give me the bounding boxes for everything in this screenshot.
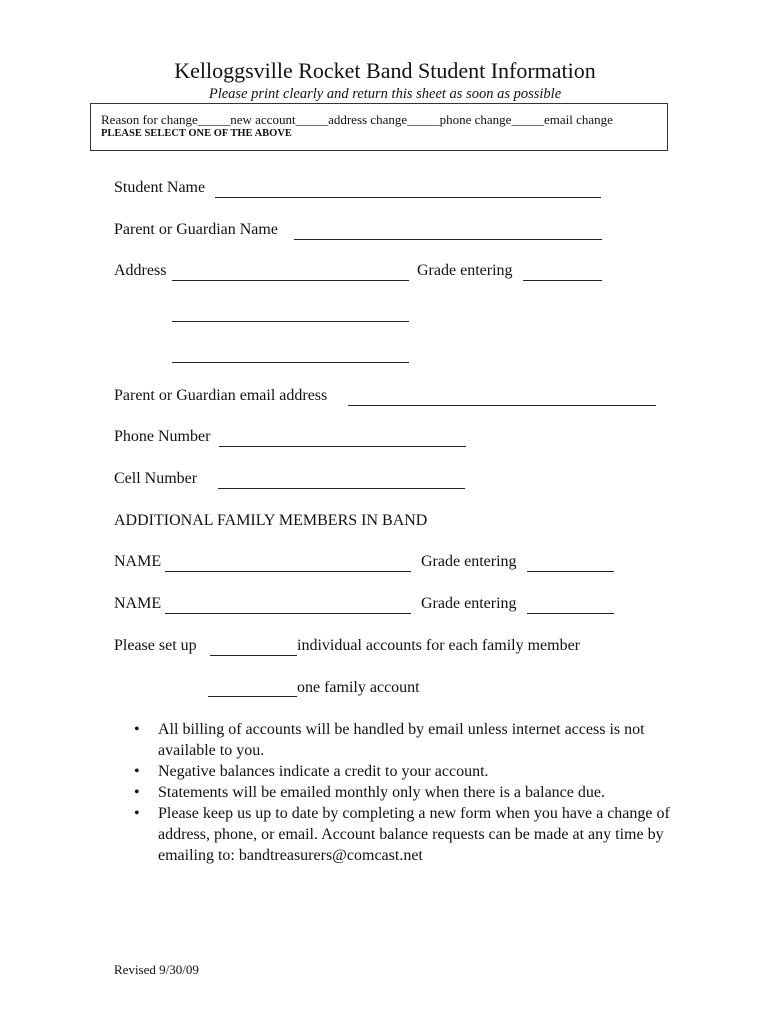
billing-note-text: Negative balances indicate a credit to your account. [158, 763, 489, 780]
bullet-icon: • [134, 763, 140, 780]
parent-email-line[interactable] [348, 405, 656, 406]
parent-name-line[interactable] [294, 239, 602, 240]
reason-for-change-options[interactable]: Reason for change_____new account_____address change_____phone change_____email change [101, 112, 613, 127]
page-title: Kelloggsville Rocket Band Student Information [174, 58, 596, 83]
list-item [130, 782, 670, 803]
family-account-line[interactable] [208, 696, 297, 697]
billing-note-text: Please keep us up to date by completing a new form when you have a change of address, phone, or email. Account balance requests can be made at any time by emailing to: bandtreasurers@comcast.net [158, 805, 670, 864]
family-name-line-1[interactable] [165, 571, 411, 572]
cell-number-label: Cell Number [114, 470, 198, 487]
revised-date: Revised 9/30/09 [114, 962, 199, 977]
family-grade-line-2[interactable] [527, 613, 614, 614]
list-item [130, 803, 670, 866]
address-label: Address [114, 262, 167, 279]
parent-name-label: Parent or Guardian Name [114, 221, 278, 238]
individual-accounts-line[interactable] [210, 655, 297, 656]
student-name-line[interactable] [215, 197, 601, 198]
family-name-label-2: NAME [114, 595, 162, 612]
billing-notes-list [130, 719, 670, 866]
parent-email-label: Parent or Guardian email address [114, 387, 328, 404]
bullet-icon: • [134, 805, 140, 822]
billing-note-text: Statements will be emailed monthly only when there is a balance due. [158, 784, 605, 801]
reason-for-change-box [90, 103, 668, 151]
cell-number-line[interactable] [218, 488, 465, 489]
family-name-line-2[interactable] [165, 613, 411, 614]
page-subtitle: Please print clearly and return this sheet as soon as possible [208, 86, 562, 102]
billing-note-text: All billing of accounts will be handled by email unless internet access is not available to you. [158, 721, 645, 759]
bullet-icon: • [134, 784, 140, 801]
grade-entering-label: Grade entering [417, 262, 513, 279]
family-members-heading: ADDITIONAL FAMILY MEMBERS IN BAND [114, 512, 428, 529]
student-name-label: Student Name [114, 179, 206, 196]
family-grade-line-1[interactable] [527, 571, 614, 572]
family-name-label-1: NAME [114, 553, 162, 570]
reason-select-note: PLEASE SELECT ONE OF THE ABOVE [101, 128, 292, 139]
family-grade-label-1: Grade entering [421, 553, 517, 570]
family-grade-label-2: Grade entering [421, 595, 517, 612]
individual-accounts-label: individual accounts for each family member [297, 637, 581, 654]
phone-number-line[interactable] [219, 446, 466, 447]
address-line-1[interactable] [172, 280, 409, 281]
address-line-2[interactable] [172, 321, 409, 322]
grade-entering-line[interactable] [523, 280, 602, 281]
phone-number-label: Phone Number [114, 428, 211, 445]
list-item [130, 719, 670, 761]
family-account-label: one family account [297, 679, 420, 696]
accounts-prefix-label: Please set up [114, 637, 197, 654]
bullet-icon: • [134, 721, 140, 738]
address-line-3[interactable] [172, 362, 409, 363]
list-item [130, 761, 670, 782]
